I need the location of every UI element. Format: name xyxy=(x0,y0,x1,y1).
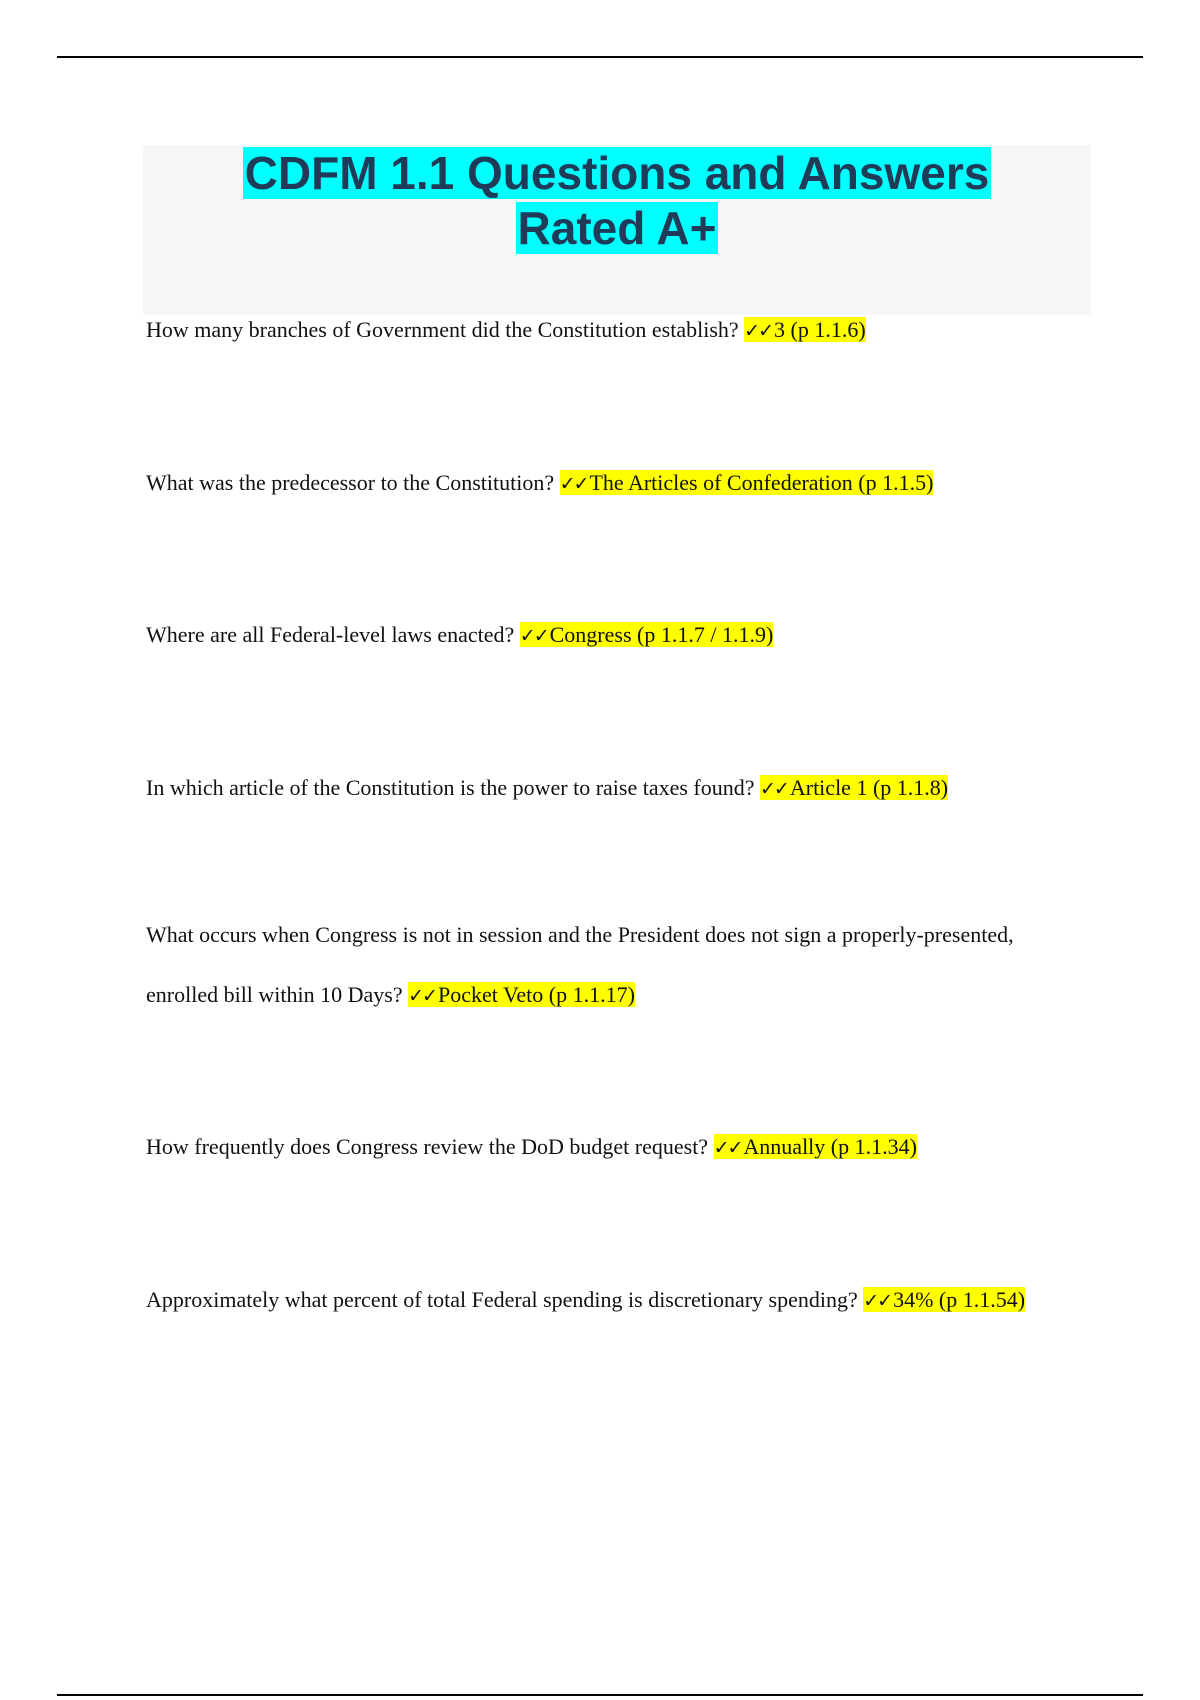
page-title xyxy=(143,146,1091,256)
answer-highlight xyxy=(560,470,934,495)
answer-text: Congress (p 1.1.7 / 1.1.9) xyxy=(549,622,774,647)
answer-text: Pocket Veto (p 1.1.17) xyxy=(437,982,635,1007)
footer-rule xyxy=(57,1694,1143,1696)
answer-text: 34% (p 1.1.54) xyxy=(893,1287,1026,1312)
answer-text: 3 (p 1.1.6) xyxy=(774,317,866,342)
question-text: Where are all Federal-level laws enacted? xyxy=(146,622,515,647)
title-line-2: Rated A+ xyxy=(517,202,717,254)
qa-item-3 xyxy=(146,605,1066,666)
question-text: How frequently does Congress review the DoD budget request? xyxy=(146,1134,709,1159)
qa-item-1 xyxy=(146,300,1066,361)
answer-highlight xyxy=(520,622,774,647)
question-text: Approximately what percent of total Federal spending is discretionary spending? xyxy=(146,1287,858,1312)
question-text: What was the predecessor to the Constitution? xyxy=(146,470,555,495)
qa-item-6 xyxy=(146,1117,1066,1178)
question-text: What occurs when Congress is not in session and the President does not sign a properly-presented, enrolled bill within 10 Days? xyxy=(146,922,1014,1007)
double-check-icon: ✓✓ xyxy=(559,473,588,495)
answer-text: The Articles of Confederation (p 1.1.5) xyxy=(589,470,934,495)
double-check-icon: ✓✓ xyxy=(713,1137,742,1159)
answer-highlight xyxy=(744,317,866,342)
title-line-1: CDFM 1.1 Questions and Answers xyxy=(244,147,990,199)
double-check-icon: ✓✓ xyxy=(519,625,548,647)
double-check-icon: ✓✓ xyxy=(863,1290,892,1312)
answer-text: Annually (p 1.1.34) xyxy=(743,1134,917,1159)
qa-item-5 xyxy=(146,905,1046,1026)
double-check-icon: ✓✓ xyxy=(760,778,788,800)
double-check-icon: ✓✓ xyxy=(408,985,436,1007)
header-rule xyxy=(57,56,1143,58)
answer-highlight xyxy=(863,1287,1025,1312)
answer-text: Article 1 (p 1.1.8) xyxy=(789,775,949,800)
answer-highlight xyxy=(760,775,948,800)
qa-item-2 xyxy=(146,453,1066,514)
answer-highlight xyxy=(408,982,635,1007)
answer-highlight xyxy=(714,1134,917,1159)
question-text: In which article of the Constitution is the power to raise taxes found? xyxy=(146,775,755,800)
qa-item-7 xyxy=(146,1270,1046,1331)
double-check-icon: ✓✓ xyxy=(744,320,773,342)
question-text: How many branches of Government did the Constitution establish? xyxy=(146,317,739,342)
qa-item-4 xyxy=(146,758,1066,819)
